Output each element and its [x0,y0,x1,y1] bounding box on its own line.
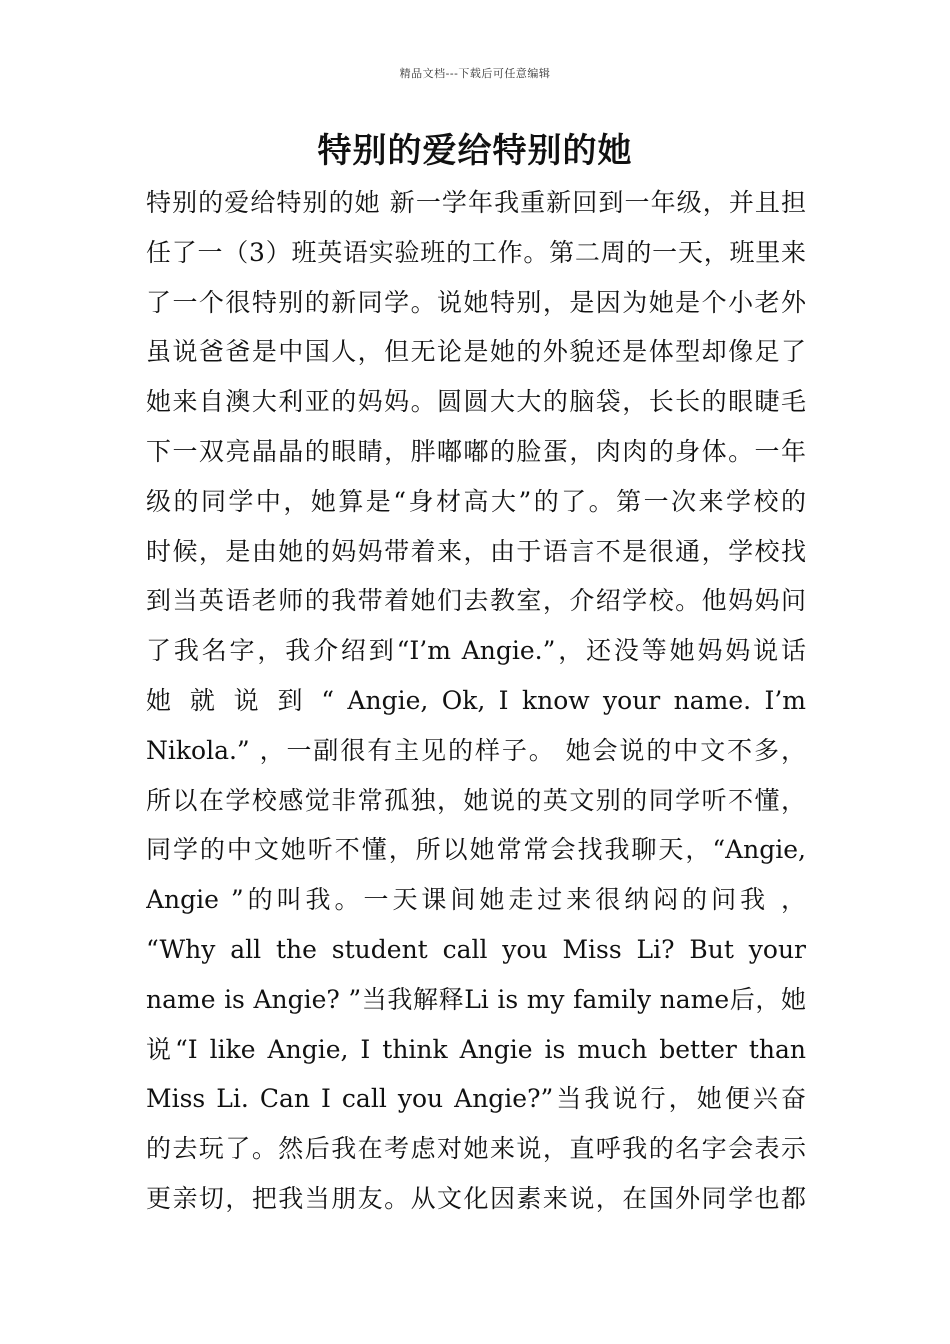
body-line: 她来自澳大利亚的妈妈。圆圆大大的脑袋，长长的眼睫毛 [146,387,806,417]
body-line: 特别的爱给特别的她 新一学年我重新回到一年级，并且担 [146,188,806,217]
body-line: 她 就 说 到 “ Angie, Ok, I know your name. I’m [146,685,806,715]
body-line: name is Angie? ”当我解释Li is my family name后，她 [146,984,806,1014]
body-line: “Why all the student call you Miss Li? But your [146,934,806,964]
body-line: 的去玩了。然后我在考虑对她来说，直呼我的名字会表示 [146,1134,806,1164]
body-line: 级的同学中，她算是“身材高大”的了。第一次来学校的 [146,486,806,516]
body-line: 了一个很特别的新同学。说她特别，是因为她是个小老外 [146,287,806,317]
body-line: 时候，是由她的妈妈带着来，由于语言不是很通，学校找 [146,536,806,566]
body-line: 下一双亮晶晶的眼睛，胖嘟嘟的脸蛋，肉肉的身体。一年 [146,436,806,466]
body-line: Miss Li. Can I call you Angie?”当我说行，她便兴奋 [146,1084,806,1114]
body-line: 所以在学校感觉非常孤独，她说的英文别的同学听不懂， [146,785,806,815]
body-line: 更亲切，把我当朋友。从文化因素来说，在国外同学也都 [146,1183,806,1213]
document-title: 特别的爱给特别的她 [317,131,633,171]
body-line: 到当英语老师的我带着她们去教室，介绍学校。他妈妈问 [146,586,806,616]
body-line: 了我名字，我介绍到“I’m Angie.”，还没等她妈妈说话 [146,636,806,666]
body-line: 说“I like Angie, I think Angie is much better than [146,1034,806,1064]
body-line: Nikola.” ，一副很有主见的样子。 她会说的中文不多， [146,735,806,765]
body-line: 任了一（3）班英语实验班的工作。第二周的一天，班里来 [146,237,806,267]
body-line: Angie ”的叫我。一天课间她走过来很纳闷的问我 ， [146,885,806,915]
body-line: 同学的中文她听不懂，所以她常常会找我聊天，“Angie, [146,835,806,865]
document-body [146,178,806,1224]
page-header: 精品文档---下载后可任意编辑 [399,67,551,80]
body-line: 虽说爸爸是中国人，但无论是她的外貌还是体型却像足了 [146,337,806,367]
